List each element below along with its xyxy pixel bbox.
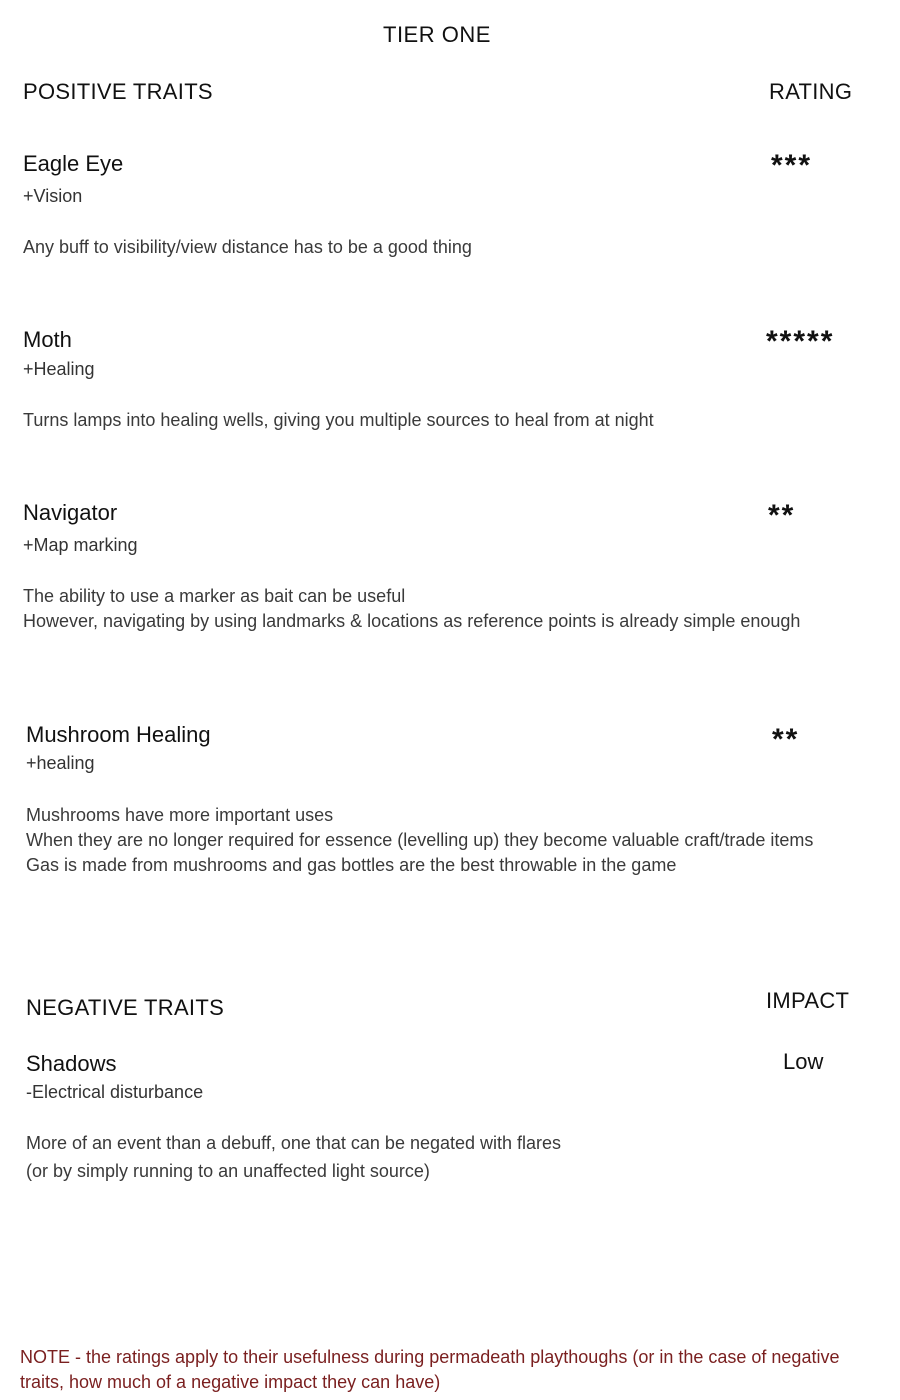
trait-effect: +Healing <box>23 359 95 379</box>
trait-effect: -Electrical disturbance <box>26 1082 204 1102</box>
trait-rating: ** <box>768 499 796 532</box>
trait-description-line: The ability to use a marker as bait can be useful <box>23 586 406 606</box>
trait-description-line: More of an event than a debuff, one that can be negated with flares <box>26 1133 562 1153</box>
trait-rating: *** <box>771 149 813 182</box>
trait-description-line: However, navigating by using landmarks & locations as reference points is already simple enough <box>23 611 801 631</box>
trait-description-line: (or by simply running to an unaffected light source) <box>26 1161 430 1181</box>
footnote: NOTE - the ratings apply to their usefulness during permadeath playthoughs (or in the case of negative traits, how much of a negative impact they can have) <box>20 1347 840 1392</box>
trait-effect: +Map marking <box>23 535 138 555</box>
trait-name: Navigator <box>23 500 118 525</box>
trait-name: Mushroom Healing <box>26 722 211 747</box>
trait-effect: +Vision <box>23 186 83 206</box>
trait-description-line: Gas is made from mushrooms and gas bottles are the best throwable in the game <box>26 855 677 875</box>
trait-impact: Low <box>783 1049 824 1074</box>
negative-traits-heading: NEGATIVE TRAITS <box>26 995 225 1020</box>
trait-description-line: Turns lamps into healing wells, giving you multiple sources to heal from at night <box>23 410 654 430</box>
trait-description-line: When they are no longer required for essence (levelling up) they become valuable craft/trade items <box>26 830 814 850</box>
trait-rating: ***** <box>766 325 835 358</box>
trait-name: Shadows <box>26 1051 117 1076</box>
trait-effect: +healing <box>26 753 95 773</box>
trait-description-line: Any buff to visibility/view distance has to be a good thing <box>23 237 472 257</box>
page-title: TIER ONE <box>383 22 491 47</box>
impact-heading: IMPACT <box>766 988 850 1013</box>
rating-heading: RATING <box>769 79 853 104</box>
positive-traits-heading: POSITIVE TRAITS <box>23 79 213 104</box>
trait-name: Eagle Eye <box>23 151 124 176</box>
trait-rating: ** <box>772 723 800 756</box>
trait-name: Moth <box>23 327 72 352</box>
trait-description-line: Mushrooms have more important uses <box>26 805 334 825</box>
